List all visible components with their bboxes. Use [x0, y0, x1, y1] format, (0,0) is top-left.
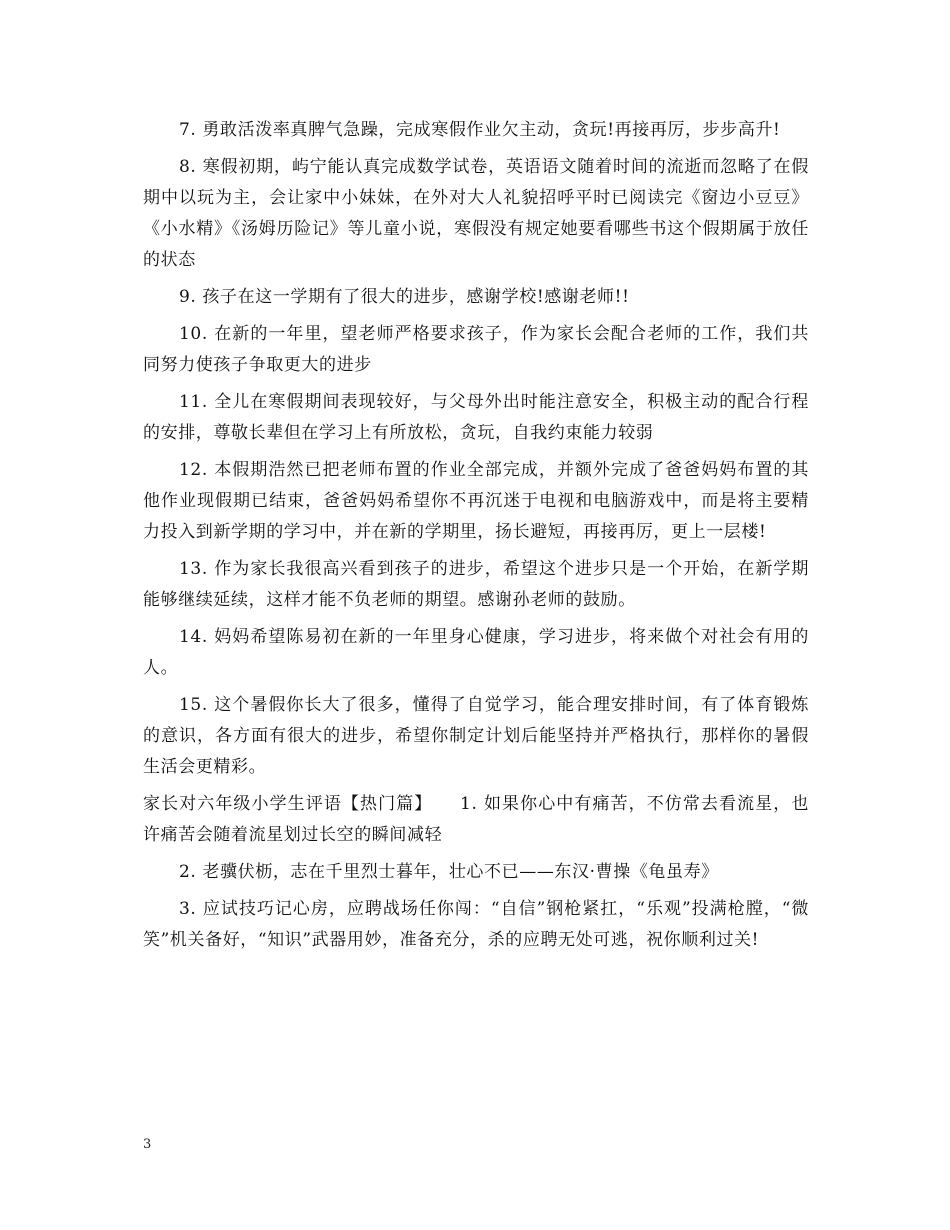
- paragraph-10: 10. 在新的一年里，望老师严格要求孩子，作为家长会配合老师的工作，我们共同努力使孩子争取更大的进步: [143, 324, 809, 375]
- paragraph-section-2: 2. 老骥伏枥，志在千里烈士暮年，壮心不已——东汉·曹操《龟虽寿》: [179, 862, 719, 882]
- paragraph-12: 12. 本假期浩然已把老师布置的作业全部完成，并额外完成了爸爸妈妈布置的其他作业现假期已结束，爸爸妈妈希望你不再沉迷于电视和电脑游戏中，而是将主要精力投入到新学期的学习中，并在新的学期里，扬长避短，再接再厉，更上一层楼!: [143, 460, 809, 542]
- page-number: 3: [143, 1137, 152, 1152]
- paragraph-13: 13. 作为家长我很高兴看到孩子的进步，希望这个进步只是一个开始，在新学期能够继续延续，这样才能不负老师的期望。感谢孙老师的鼓励。: [143, 559, 809, 610]
- paragraph-7: 7. 勇敢活泼率真脾气急躁，完成寒假作业欠主动，贪玩!再接再厉，步步高升!: [179, 120, 781, 140]
- paragraph-14: 14. 妈妈希望陈易初在新的一年里身心健康，学习进步，将来做个对社会有用的人。: [143, 627, 809, 678]
- paragraph-15: 15. 这个暑假你长大了很多，懂得了自觉学习，能合理安排时间，有了体育锻炼的意识，各方面有很大的进步，希望你制定计划后能坚持并严格执行，那样你的暑假生活会更精彩。: [143, 695, 809, 777]
- section-heading-paragraph: 家长对六年级小学生评语【热门篇】 1. 如果你心中有痛苦，不仿常去看流星，也许痛苦会随着流星划过长空的瞬间减轻: [143, 794, 809, 845]
- paragraph-9: 9. 孩子在这一学期有了很大的进步，感谢学校!感谢老师!!: [179, 287, 630, 307]
- paragraph-8: 8. 寒假初期，屿宁能认真完成数学试卷，英语语文随着时间的流逝而忽略了在假期中以玩为主，会让家中小妹妹，在外对大人礼貌招呼平时已阅读完《窗边小豆豆》《小水精》《汤姆历险记》等儿童小说，寒假没有规定她要看哪些书这个假期属于放任的状态: [143, 157, 809, 270]
- paragraph-section-3: 3. 应试技巧记心房，应聘战场任你闯：“自信”钢枪紧扛，“乐观”投满枪膛，“微笑”机关备好，“知识”武器用妙，准备充分，杀的应聘无处可逃，祝你顺利过关!: [143, 899, 809, 950]
- document-body: [143, 115, 809, 962]
- paragraph-11: 11. 全儿在寒假期间表现较好，与父母外出时能注意安全，积极主动的配合行程的安排，尊敬长辈但在学习上有所放松，贪玩，自我约束能力较弱: [143, 392, 809, 443]
